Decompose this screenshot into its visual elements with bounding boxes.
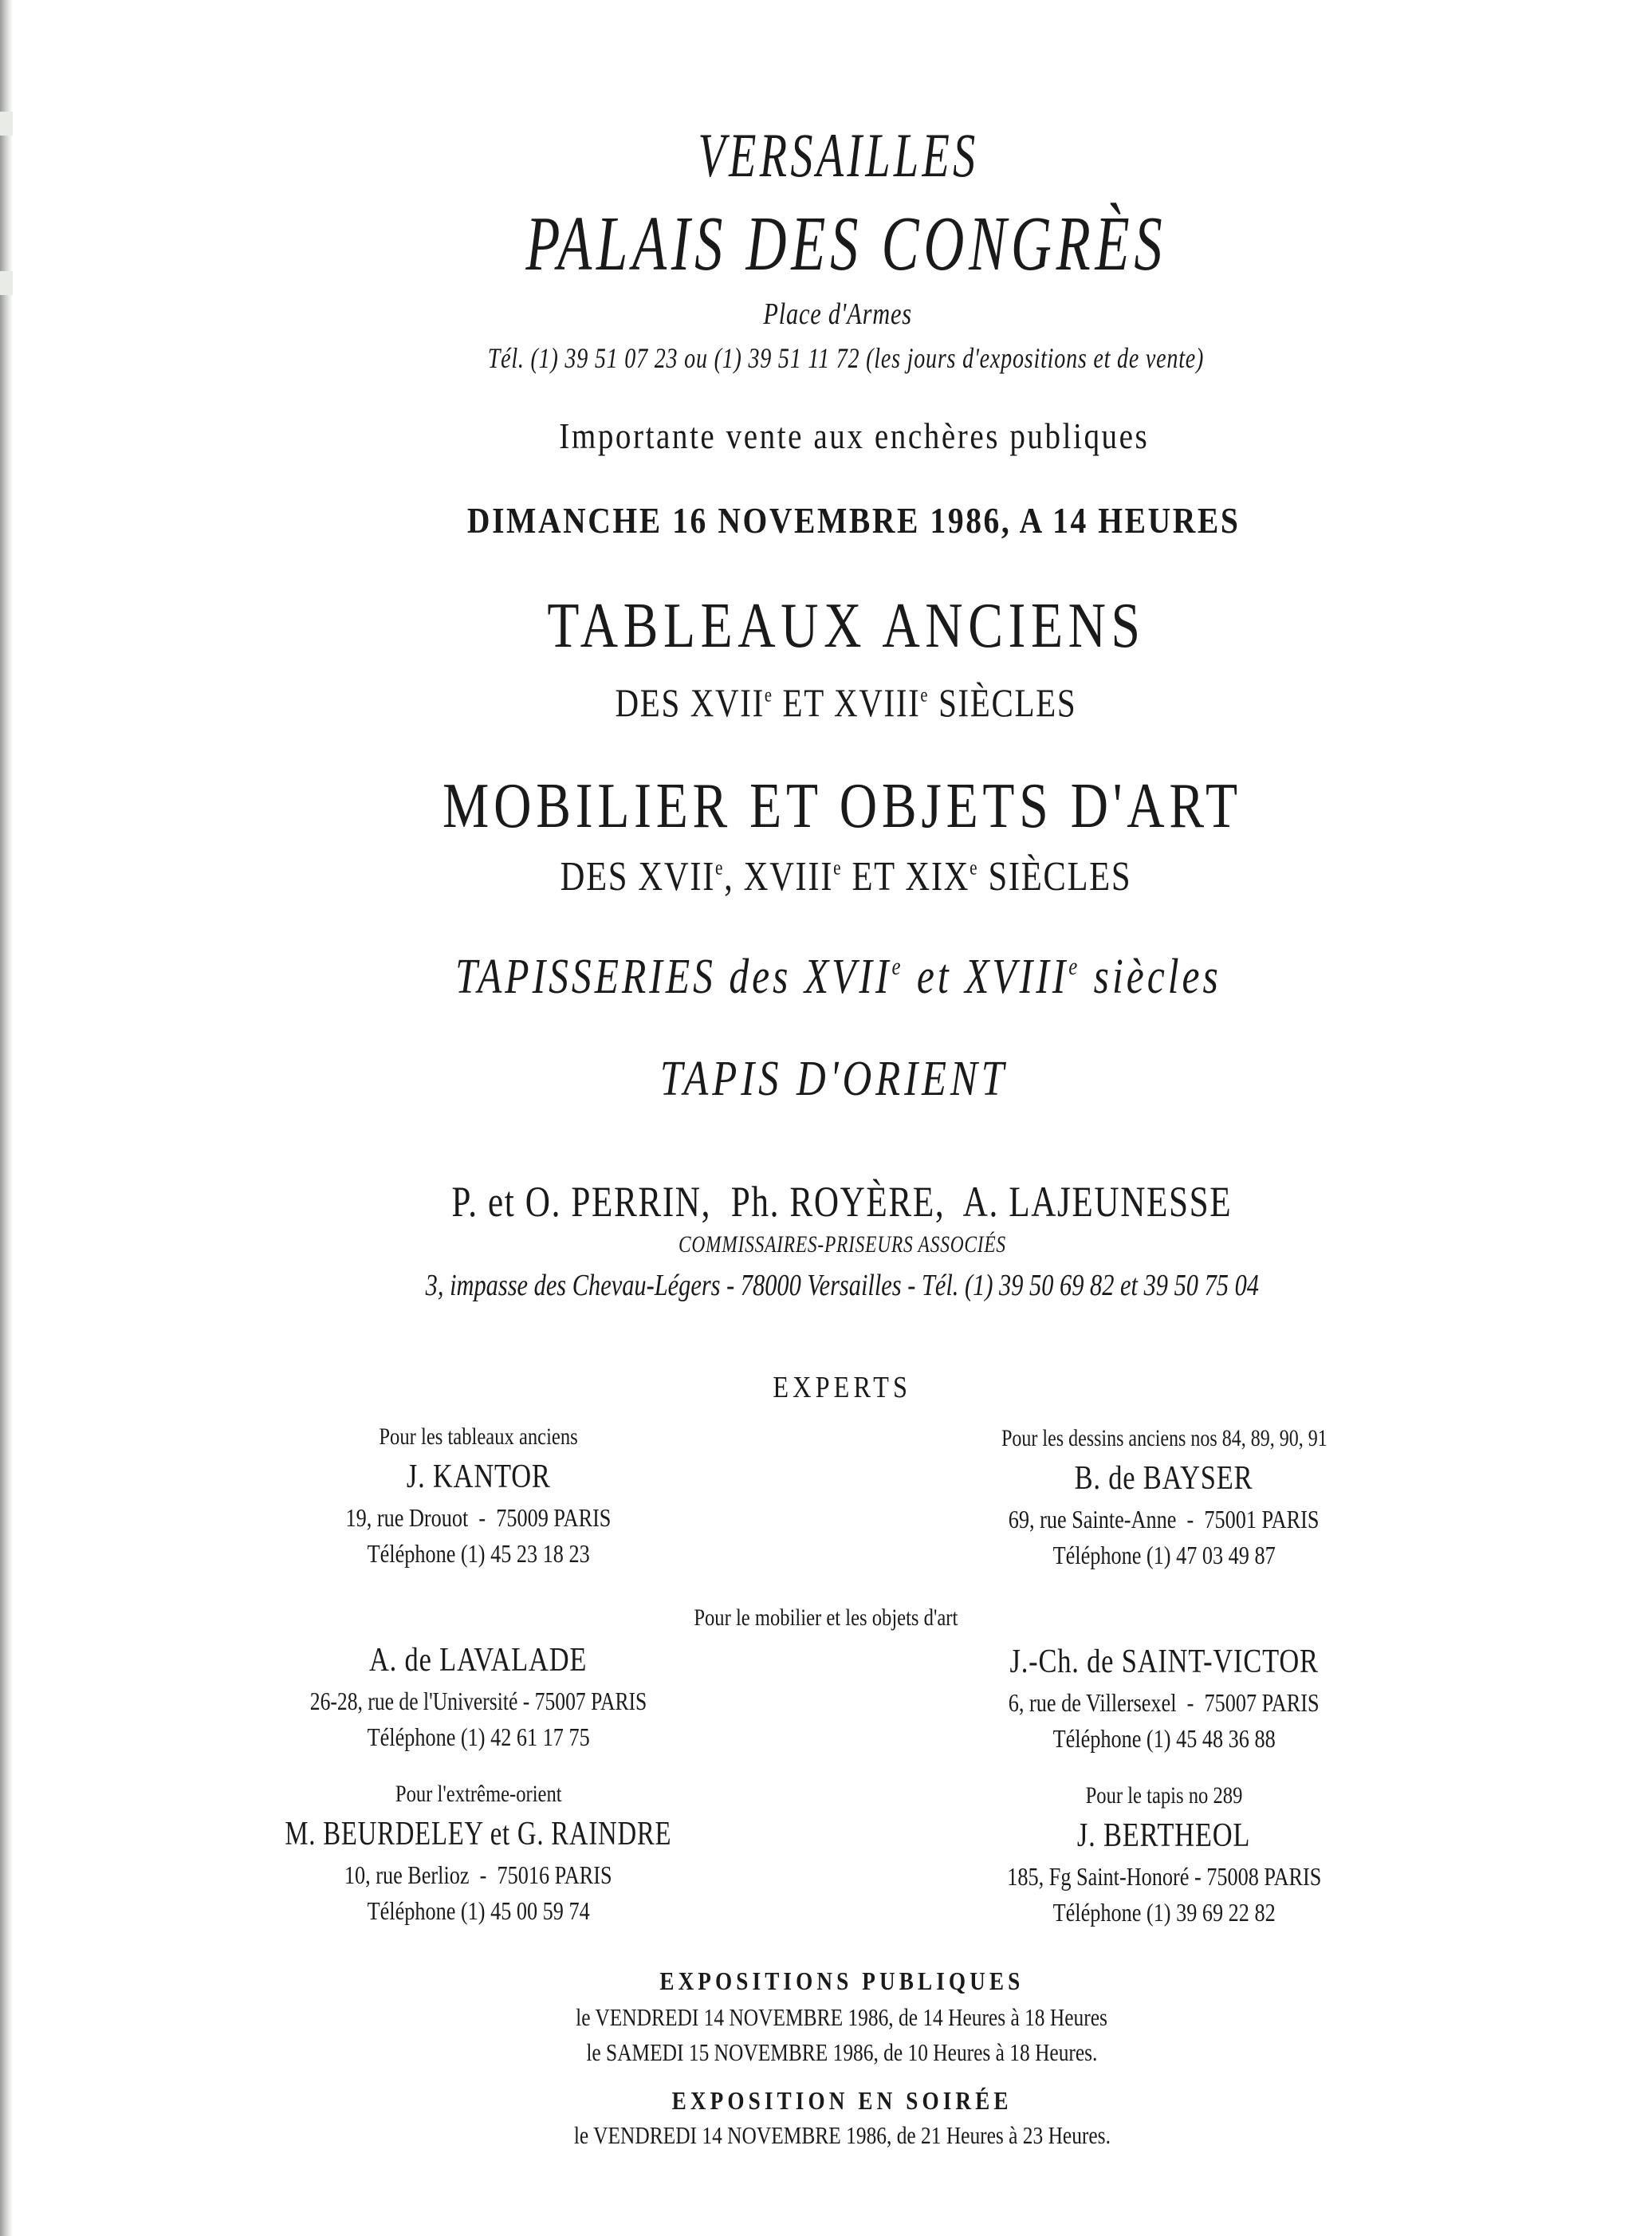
sale-datetime: [0, 499, 1652, 541]
expert-bertheol: [893, 1778, 1435, 1930]
exposition-line: [0, 2121, 1652, 2150]
text-fragment: TAPISSERIES des XVII: [454, 950, 891, 1004]
venue-place: [0, 297, 1652, 332]
expert-name: J. KANTOR: [406, 1459, 551, 1495]
category-tapisseries: [0, 949, 1652, 1006]
expert-name: M. BEURDELEY et G. RAINDRE: [285, 1816, 672, 1852]
auctioneer-names-text: P. et O. PERRIN, Ph. ROYÈRE, A. LAJEUNESSE: [451, 1178, 1233, 1226]
venue-name: [0, 199, 1652, 289]
experts-heading: [0, 1370, 1652, 1405]
text-fragment: DES XVII: [615, 680, 765, 725]
auctioneer-names: [0, 1177, 1652, 1226]
expert-phone: Téléphone (1) 45 23 18 23: [367, 1539, 590, 1568]
experts-heading-text: EXPERTS: [773, 1371, 911, 1404]
expert-phone: Téléphone (1) 45 00 59 74: [367, 1896, 590, 1925]
exposition-soiree-title-text: EXPOSITION EN SOIRÉE: [671, 2086, 1013, 2115]
category-mobilier-title: [0, 770, 1652, 843]
text-fragment: ET XVIII: [773, 680, 921, 725]
exposition-line-text: le SAMEDI 15 NOVEMBRE 1986, de 10 Heures à 18 Heures.: [586, 2038, 1098, 2066]
venue-name-text: PALAIS DES CONGRÈS: [525, 201, 1167, 287]
expert-phone: Téléphone (1) 45 48 36 88: [1052, 1724, 1276, 1753]
mobilier-title-text: MOBILIER ET OBJETS D'ART: [442, 771, 1242, 841]
exposition-line-text: le VENDREDI 14 NOVEMBRE 1986, de 14 Heures à 18 Heures: [576, 2003, 1108, 2031]
expert-domain: Pour les tableaux anciens: [379, 1423, 578, 1450]
category-tableaux-title: [0, 590, 1652, 663]
venue-city: [0, 120, 1652, 191]
expert-domain: Pour l'extrême-orient: [395, 1781, 562, 1807]
superscript: e: [891, 951, 903, 980]
venue-telephone-text: Tél. (1) 39 51 07 23 ou (1) 39 51 11 72 (les jours d'expositions et de vente): [487, 342, 1205, 374]
venue-telephone: [0, 341, 1652, 375]
expert-de-lavalade: [207, 1638, 749, 1754]
mobilier-centuries-text: [560, 853, 1132, 900]
expert-domain: Pour le tapis no 289: [1085, 1782, 1243, 1809]
exposition-line-text: le VENDREDI 14 NOVEMBRE 1986, de 21 Heures à 23 Heures.: [573, 2121, 1111, 2149]
text-fragment: SIÈCLES: [929, 680, 1077, 725]
exposition-line: [0, 2003, 1652, 2032]
venue-place-text: Place d'Armes: [763, 297, 913, 331]
text-fragment: DES XVII: [560, 854, 716, 900]
superscript: e: [715, 856, 725, 880]
expert-domain: Pour les dessins anciens nos 84, 89, 90, 91: [1001, 1425, 1328, 1451]
auctioneer-title-text: COMMISSAIRES-PRISEURS ASSOCIÉS: [678, 1231, 1006, 1258]
expert-name: B. de BAYSER: [1075, 1460, 1253, 1497]
expert-address: 69, rue Sainte-Anne - 75001 PARIS: [1009, 1505, 1320, 1533]
tableaux-title-text: TABLEAUX ANCIENS: [546, 591, 1146, 661]
expert-beurdeley-raindre: [207, 1777, 749, 1928]
expert-domain: Pour le mobilier et les objets d'art: [694, 1604, 958, 1631]
expert-de-saint-victor: [893, 1640, 1435, 1756]
category-tapis: [0, 1051, 1652, 1108]
expert-address: 185, Fg Saint-Honoré - 75008 PARIS: [1006, 1862, 1322, 1891]
text-fragment: et XVIII: [903, 950, 1068, 1004]
expositions-publiques-title: [0, 1966, 1652, 1996]
expert-kantor: [207, 1419, 749, 1571]
text-fragment: ET XIX: [842, 854, 970, 900]
category-mobilier-centuries: [0, 853, 1652, 900]
category-tableaux-centuries: [0, 679, 1652, 726]
expert-address: 26-28, rue de l'Université - 75007 PARIS: [309, 1687, 647, 1715]
sale-datetime-text: DIMANCHE 16 NOVEMBRE 1986, A 14 HEURES: [467, 500, 1241, 541]
auctioneer-address: [0, 1268, 1652, 1303]
auctioneer-title: [0, 1231, 1652, 1258]
text-fragment: , XVIII: [724, 854, 834, 900]
page-binding-edge: [0, 0, 13, 2236]
expert-address: 19, rue Drouot - 75009 PARIS: [345, 1503, 612, 1532]
superscript: e: [833, 856, 843, 880]
expert-name: J. BERTHEOL: [1077, 1817, 1251, 1854]
superscript: e: [920, 684, 930, 707]
expert-name: J.-Ch. de SAINT-VICTOR: [1009, 1644, 1319, 1680]
expert-phone: Téléphone (1) 42 61 17 75: [367, 1722, 590, 1751]
venue-city-text: VERSAILLES: [697, 120, 979, 190]
superscript: e: [764, 684, 773, 707]
superscript: e: [1068, 951, 1080, 980]
superscript: e: [970, 856, 979, 880]
expert-address: 6, rue de Villersexel - 75007 PARIS: [1009, 1688, 1320, 1717]
expert-phone: Téléphone (1) 39 69 22 82: [1052, 1898, 1276, 1927]
sale-intro-text: Importante vente aux enchères publiques: [558, 415, 1150, 456]
exposition-soiree-title: [0, 2086, 1652, 2116]
expert-address: 10, rue Berlioz - 75016 PARIS: [344, 1860, 612, 1889]
expert-name: A. de LAVALADE: [369, 1642, 588, 1679]
experts-shared-domain: [0, 1604, 1652, 1632]
auctioneer-address-text: 3, impasse des Chevau-Légers - 78000 Versailles - Tél. (1) 39 50 69 82 et 39 50 75 04: [425, 1269, 1259, 1302]
tapis-text: TAPIS D'ORIENT: [659, 1052, 1009, 1106]
tableaux-centuries-text: [616, 679, 1077, 726]
text-fragment: siècles: [1080, 950, 1221, 1004]
expositions-publiques-title-text: EXPOSITIONS PUBLIQUES: [659, 1966, 1025, 1995]
exposition-line: [0, 2038, 1652, 2067]
expert-de-bayser: [893, 1421, 1435, 1573]
text-fragment: SIÈCLES: [978, 854, 1132, 900]
sale-intro: [0, 415, 1652, 457]
tapisseries-text: [455, 949, 1221, 1006]
expert-phone: Téléphone (1) 47 03 49 87: [1052, 1541, 1276, 1569]
